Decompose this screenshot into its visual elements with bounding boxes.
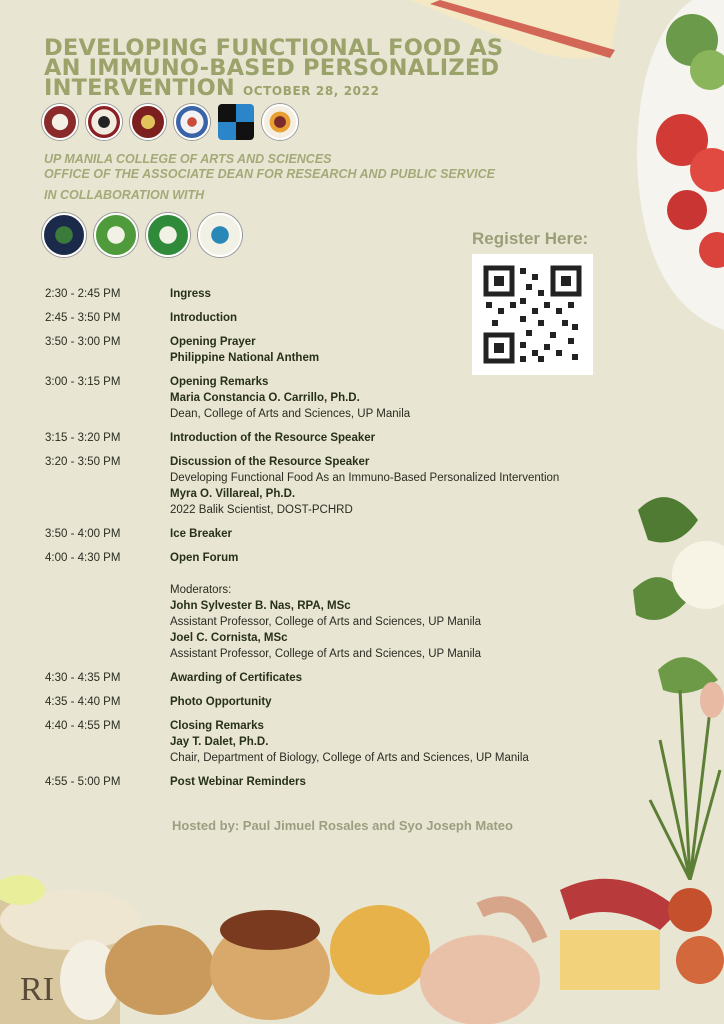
organizer-line1: UP MANILA COLLEGE OF ARTS AND SCIENCES (44, 152, 332, 166)
hosted-by: Hosted by: Paul Jimuel Rosales and Syo Joseph Mateo (172, 818, 513, 833)
organizer-line2: OFFICE OF THE ASSOCIATE DEAN FOR RESEARCH AND PUBLIC SERVICE (44, 167, 495, 181)
schedule-time: 4:55 - 5:00 PM (45, 776, 121, 788)
schedule-time: 3:20 - 3:50 PM (45, 456, 121, 468)
schedule-time: 2:30 - 2:45 PM (45, 288, 121, 300)
event-title-line3: INTERVENTION (44, 75, 235, 101)
schedule-title: Philippine National Anthem (170, 352, 320, 364)
schedule-row (45, 374, 665, 422)
college-seal-icon (174, 104, 210, 140)
moderators-label: Moderators: (170, 584, 232, 596)
speaker-name: Myra O. Villareal, Ph.D. (170, 488, 296, 500)
collaborator-logos (42, 213, 242, 257)
event-title-line2: AN IMMUNO-BASED PERSONALIZED (44, 55, 500, 81)
schedule-title: Opening Remarks (170, 376, 269, 388)
schedule-time: 3:15 - 3:20 PM (45, 432, 121, 444)
schedule-time: 2:45 - 3:50 PM (45, 312, 121, 324)
food-border-illustration (0, 850, 724, 1024)
event-date: OCTOBER 28, 2022 (242, 84, 380, 98)
schedule-title: Introduction (170, 312, 238, 324)
schedule-row (45, 526, 665, 542)
event-title-line1: DEVELOPING FUNCTIONAL FOOD AS (44, 35, 504, 61)
schedule-title: Awarding of Certificates (170, 672, 303, 684)
schedule-title: Discussion of the Resource Speaker (170, 456, 370, 468)
svg-text:RI: RI (20, 971, 54, 1008)
moderator-name: Joel C. Cornista, MSc (170, 632, 288, 644)
schedule-title: Introduction of the Resource Speaker (170, 432, 376, 444)
moderator-role: Assistant Professor, College of Arts and Sciences, UP Manila (170, 648, 482, 660)
schedule (45, 286, 665, 798)
association-logo-icon (42, 213, 86, 257)
dost-logo-icon (218, 104, 254, 140)
speaker-role: 2022 Balik Scientist, DOST-PCHRD (170, 504, 353, 516)
organizer-text (44, 152, 495, 182)
balik-scientist-logo-icon (262, 104, 298, 140)
schedule-time: 4:35 - 4:40 PM (45, 696, 121, 708)
schedule-title: Post Webinar Reminders (170, 776, 306, 788)
speaker-name: Jay T. Dalet, Ph.D. (170, 736, 269, 748)
schedule-title: Photo Opportunity (170, 696, 272, 708)
schedule-row (45, 310, 665, 326)
schedule-row (45, 694, 665, 710)
organizer-logos (42, 104, 298, 140)
schedule-time: 4:00 - 4:30 PM (45, 552, 121, 564)
schedule-time: 3:50 - 3:00 PM (45, 336, 121, 348)
salad-plate-illustration (632, 0, 724, 330)
up-manila-logo-icon (42, 104, 78, 140)
schedule-row (45, 718, 665, 766)
health-org-logo-icon (146, 213, 190, 257)
speaker-role: Chair, Department of Biology, College of Arts and Sciences, UP Manila (170, 752, 529, 764)
schedule-title: Open Forum (170, 552, 239, 564)
university-seal-icon (130, 104, 166, 140)
schedule-row (45, 334, 665, 366)
speaker-name: Maria Constancia O. Carrillo, Ph.D. (170, 392, 360, 404)
event-title (44, 35, 504, 101)
science-org-logo-icon (198, 213, 242, 257)
schedule-row (45, 550, 665, 662)
schedule-row (45, 670, 665, 686)
moderator-role: Assistant Professor, College of Arts and Sciences, UP Manila (170, 616, 482, 628)
collaboration-label: IN COLLABORATION WITH (44, 188, 205, 202)
schedule-title: Ice Breaker (170, 528, 233, 540)
cas-logo-icon (86, 104, 122, 140)
schedule-title: Ingress (170, 288, 211, 300)
schedule-row (45, 774, 665, 790)
schedule-row (45, 286, 665, 302)
schedule-time: 3:50 - 4:00 PM (45, 528, 121, 540)
speaker-role: Dean, College of Arts and Sciences, UP Manila (170, 408, 411, 420)
schedule-time: 4:40 - 4:55 PM (45, 720, 121, 732)
moderator-name: John Sylvester B. Nas, RPA, MSc (170, 600, 351, 612)
register-label: Register Here: (472, 229, 589, 248)
schedule-row (45, 430, 665, 446)
talk-topic: Developing Functional Food As an Immuno-Based Personalized Intervention (170, 472, 560, 484)
schedule-title: Opening Prayer (170, 336, 256, 348)
nutrition-society-logo-icon (94, 213, 138, 257)
schedule-row (45, 454, 665, 518)
schedule-title: Closing Remarks (170, 720, 264, 732)
schedule-time: 3:00 - 3:15 PM (45, 376, 121, 388)
schedule-time: 4:30 - 4:35 PM (45, 672, 121, 684)
